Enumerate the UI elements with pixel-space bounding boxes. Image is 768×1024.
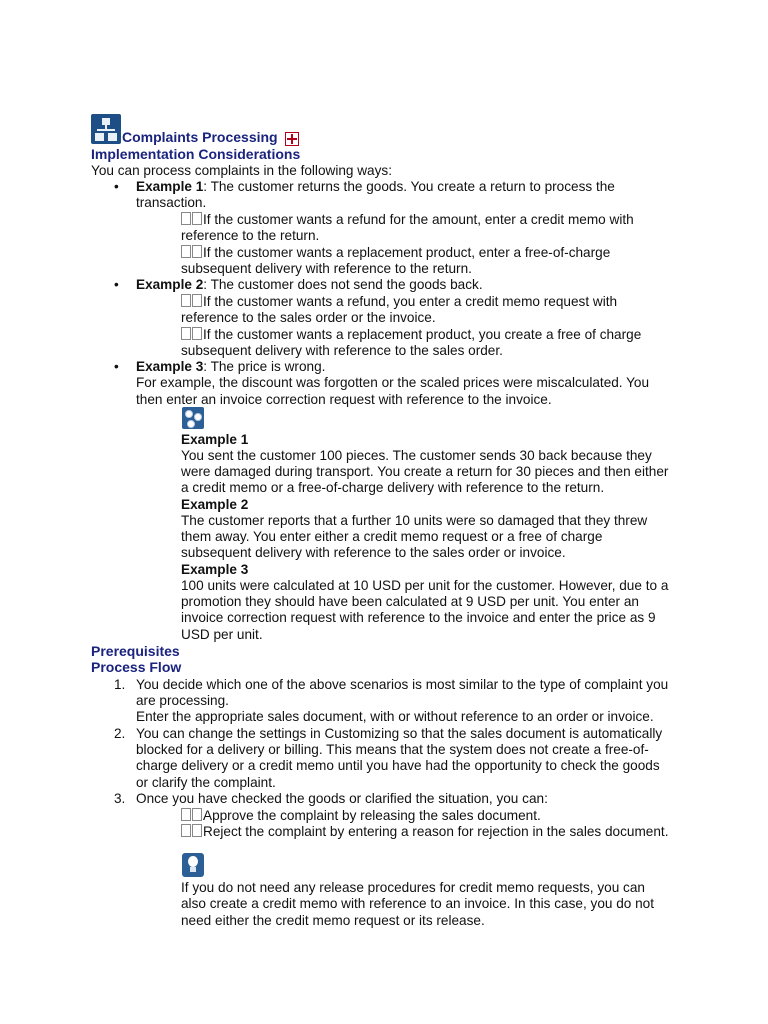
detail-text: promotion they should have been calculated at 9 USD per unit. You enter an: [181, 594, 639, 609]
process-structure-icon: [91, 114, 121, 144]
detail-text: were damaged during transport. You create a return for 30 pieces and then either: [181, 464, 669, 479]
step-text: blocked for a delivery or billing. This means that the system does not create a free-of-: [136, 742, 649, 757]
page-title: Complaints Processing: [122, 129, 278, 145]
list-item-text: then enter an invoice correction request with reference to the invoice.: [136, 392, 552, 407]
detail-text: invoice correction request with reference to the invoice and enter the price as 9: [181, 610, 656, 625]
step-text: charge delivery or a credit memo until you have had the opportunity to check the goods: [136, 758, 660, 773]
detail-text: them away. You enter either a credit memo request or a free of charge: [181, 529, 603, 544]
section-heading-prerequisites: Prerequisites: [91, 643, 180, 659]
lightbulb-icon: [182, 853, 204, 877]
sub-item-text: reference to the sales order or the invoice.: [181, 310, 436, 325]
sub-item: Approve the complaint by releasing the sales document.: [181, 808, 541, 824]
detail-text: 100 units were calculated at 10 USD per unit for the customer. However, due to a: [181, 578, 669, 593]
detail-text: a credit memo or a free-of-charge delivery with reference to the return.: [181, 480, 605, 495]
sub-item-text: subsequent delivery with reference to the sales order.: [181, 343, 503, 358]
step-3: 3. Once you have checked the goods or clarified the situation, you can:: [114, 791, 548, 806]
step-text: are processing.: [136, 693, 229, 708]
step-text: or clarify the complaint.: [136, 775, 276, 790]
section-heading-process-flow: Process Flow: [91, 659, 182, 675]
detail-example-3-heading: Example 3: [181, 562, 249, 577]
list-item-text: For example, the discount was forgotten or the scaled prices were miscalculated. You: [136, 375, 650, 390]
intro-text: You can process complaints in the following ways:: [91, 163, 392, 178]
list-item-example-3: • Example 3: The price is wrong.: [136, 359, 325, 375]
list-item-example-1: • Example 1: The customer returns the goods. You create a return to process the: [136, 179, 615, 195]
sub-item: If the customer wants a replacement product, enter a free-of-charge: [181, 245, 610, 261]
tip-text: If you do not need any release procedures for credit memo requests, you can: [181, 880, 645, 895]
sub-item-text: reference to the return.: [181, 228, 320, 243]
detail-example-1-heading: Example 1: [181, 432, 249, 447]
step-1: 1. You decide which one of the above scenarios is most similar to the type of complaint you: [114, 677, 669, 692]
tip-text: also create a credit memo with reference to an invoice. In this case, you do not: [181, 896, 655, 911]
detail-text: The customer reports that a further 10 units were so damaged that they threw: [181, 513, 648, 528]
sub-item: If the customer wants a refund, you enter a credit memo request with: [181, 294, 617, 310]
detail-text: USD per unit.: [181, 627, 263, 642]
step-2: 2. You can change the settings in Customizing so that the sales document is automatically: [114, 726, 663, 741]
list-item-example-2: • Example 2: The customer does not send the goods back.: [136, 277, 483, 293]
tip-text: need either the credit memo request or its release.: [181, 913, 485, 928]
example-icon: [182, 407, 204, 429]
sub-item: Reject the complaint by entering a reason for rejection in the sales document.: [181, 824, 668, 840]
detail-text: You sent the customer 100 pieces. The customer sends 30 back because they: [181, 448, 652, 463]
detail-example-2-heading: Example 2: [181, 497, 249, 512]
sub-item-text: subsequent delivery with reference to the return.: [181, 261, 472, 276]
step-text: Enter the appropriate sales document, with or without reference to an order or invoice.: [136, 709, 654, 724]
section-heading-implementation: Implementation Considerations: [91, 146, 301, 162]
detail-text: subsequent delivery with reference to the sales order or invoice.: [181, 545, 566, 560]
list-item-text: transaction.: [136, 195, 207, 210]
sub-item: If the customer wants a refund for the amount, enter a credit memo with: [181, 212, 634, 228]
sub-item: If the customer wants a replacement product, you create a free of charge: [181, 327, 641, 343]
expand-plus-icon[interactable]: [285, 132, 299, 146]
